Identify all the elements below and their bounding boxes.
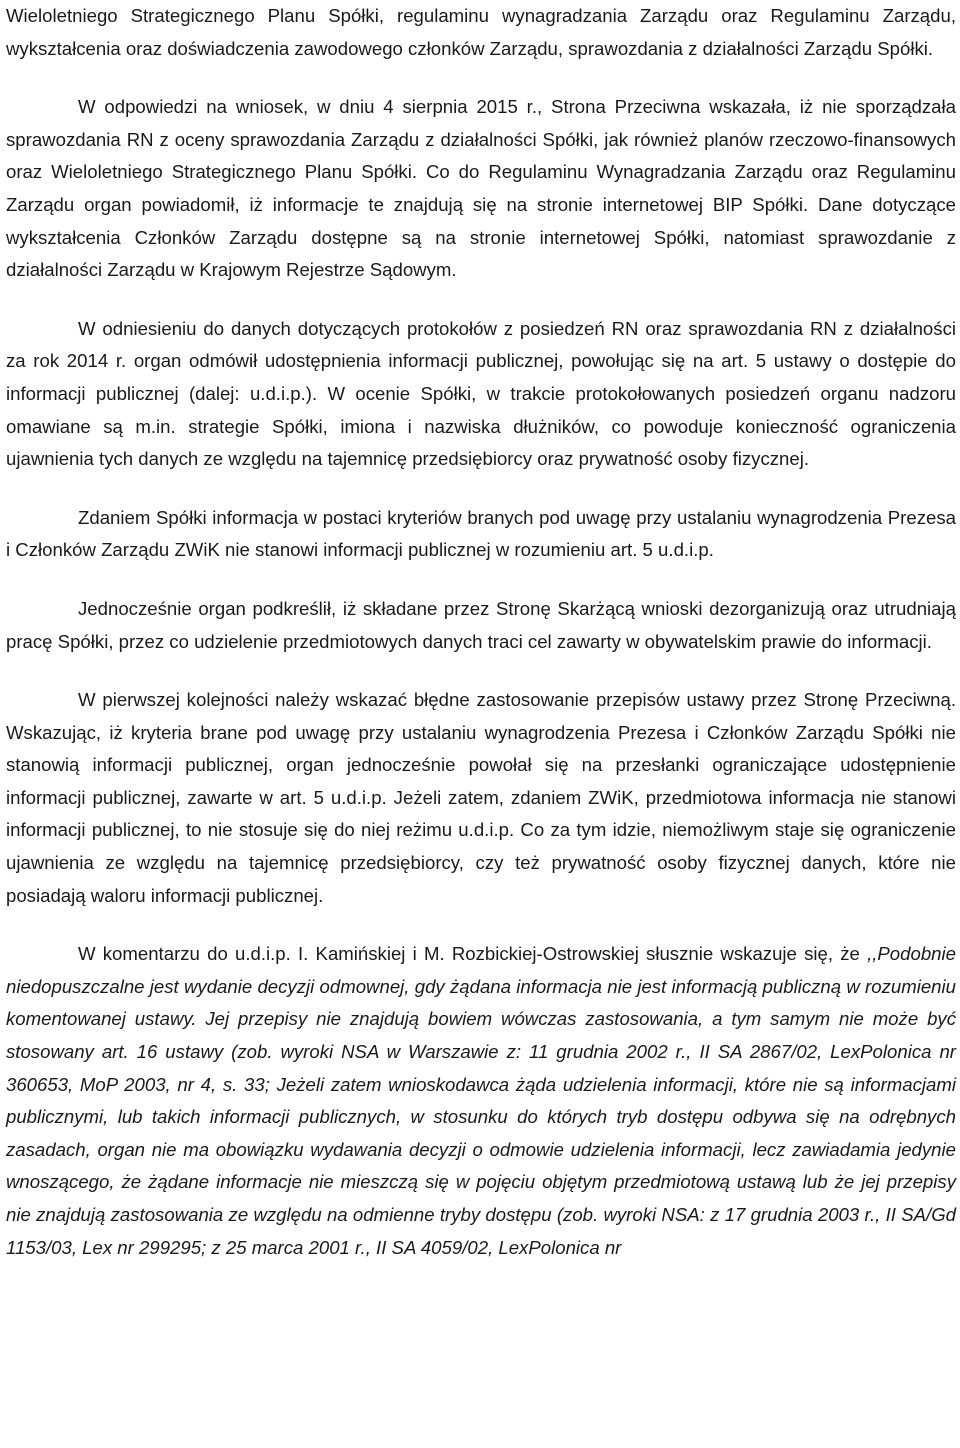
commentary-quote: ,,Podobnie niedopuszczalne jest wydanie decyzji odmownej, gdy żądana informacja nie jest informacją publiczną w rozumieniu komentowanej ustawy. Jej przepisy nie znajdują bowiem wówczas zastosowania, a tym samym nie może być stosowany art. 16 ustawy (zob. wyroki NSA w Warszawie z: 11 grudnia 2002 r., II SA 2867/02, LexPolonica nr 360653, MoP 2003, nr 4, s. 33; Jeżeli zatem wnioskodawca żąda udzielenia informacji, które nie są informacjami publicznymi, lub takich informacji publicznych, w stosunku do których tryb dostępu odbywa się na odrębnych zasadach, organ nie ma obowiązku wydawania decyzji o odmowie udzielenia informacji, lecz zawiadamia jedynie wnoszącego, że żądane informacje nie mieszczą się w pojęciu objętym przedmiotową ustawą lub że jej przepisy nie znajdują zastosowania ze względu na odmienne tryby dostępu (zob. wyroki NSA: z 17 grudnia 2003 r., II SA/Gd 1153/03, Lex nr 299295; z 25 marca 2001 r., II SA 4059/02, LexPolonica nr: [6, 943, 956, 1258]
paragraph-disorganize: Jednocześnie organ podkreślił, iż składane przez Stronę Skarżącą wnioski dezorganizują oraz utrudniają pracę Spółki, przez co udzielenie przedmiotowych danych traci cel zawarty w obywatelskim prawie do informacji.: [6, 597, 956, 652]
paragraph-criteria: Zdaniem Spółki informacja w postaci kryteriów branych pod uwagę przy ustalaniu wynagrodzenia Prezesa i Członków Zarządu ZWiK nie stanowi informacji publicznej w rozumieniu art. 5 u.d.i.p.: [6, 506, 956, 561]
paragraph-gap: [6, 476, 956, 502]
paragraph-gap: [6, 658, 956, 684]
paragraph-first-place: W pierwszej kolejności należy wskazać błędne zastosowanie przepisów ustawy przez Stronę Przeciwną. Wskazując, iż kryteria brane pod uwagę przy ustalaniu wynagrodzenia Prezesa i Członków Zarządu Spółki nie stanowią informacji publicznej, organ jednocześnie powołał się na przesłanki ograniczające udostępnienie informacji publicznej, zawarte w art. 5 u.d.i.p. Jeżeli zatem, zdaniem ZWiK, przedmiotowa informacja nie stanowi informacji publicznej, to nie stosuje się do niej reżimu u.d.i.p. Co za tym idzie, niemożliwym staje się ograniczenie ujawnienia ze względu na tajemnicę przedsiębiorcy, czy też prywatność osoby fizycznej danych, które nie posiadają waloru informacji publicznej.: [6, 689, 956, 906]
commentary-lead: W komentarzu do u.d.i.p. I. Kamińskiej i M. Rozbickiej-Ostrowskiej słusznie wskazuje się, że: [78, 943, 860, 965]
paragraph-gap: [6, 65, 956, 91]
paragraph-commentary: [6, 938, 956, 1264]
paragraph-gap: [6, 567, 956, 593]
document-page: [6, 0, 956, 1264]
paragraph-gap: [6, 912, 956, 938]
paragraph-protocols: W odniesieniu do danych dotyczących protokołów z posiedzeń RN oraz sprawozdania RN z działalności za rok 2014 r. organ odmówił udostępnienia informacji publicznej, powołując się na art. 5 ustawy o dostępie do informacji publicznej (dalej: u.d.i.p.). W ocenie Spółki, w trakcie protokołowanych posiedzeń organu nadzoru omawiane są m.in. strategie Spółki, imiona i nazwiska dłużników, co powoduje konieczność ograniczenia ujawnienia tych danych ze względu na tajemnicę przedsiębiorcy oraz prywatność osoby fizycznej.: [6, 317, 956, 470]
paragraph-intro-continuation: Wieloletniego Strategicznego Planu Spółki, regulaminu wynagradzania Zarządu oraz Regulaminu Zarządu, wykształcenia oraz doświadczenia zawodowego członków Zarządu, sprawozdania z działalności Zarządu Spółki.: [6, 5, 956, 59]
paragraph-response: W odpowiedzi na wniosek, w dniu 4 sierpnia 2015 r., Strona Przeciwna wskazała, iż nie sporządzała sprawozdania RN z oceny sprawozdania Zarządu z działalności Spółki, jak również planów rzeczowo-finansowych oraz Wieloletniego Strategicznego Planu Spółki. Co do Regulaminu Wynagradzania Zarządu oraz Regulaminu Zarządu organ powiadomił, iż informacje te znajdują się na stronie internetowej BIP Spółki. Dane dotyczące wykształcenia Członków Zarządu dostępne są na stronie internetowej Spółki, natomiast sprawozdanie z działalności Zarządu w Krajowym Rejestrze Sądowym.: [6, 96, 956, 281]
paragraph-gap: [6, 287, 956, 313]
